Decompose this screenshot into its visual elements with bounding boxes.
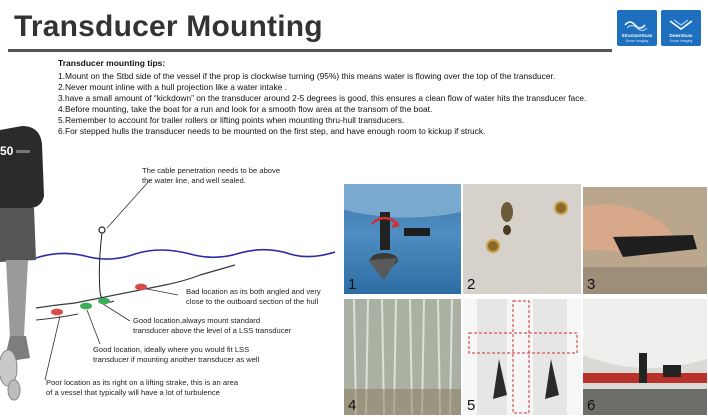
- photo-number: 1: [348, 276, 357, 293]
- note-good-mount: [133, 316, 291, 336]
- logo-title: StructureScan: [621, 33, 653, 38]
- good-location-marker: [98, 298, 110, 305]
- note-line: Bad location as its both angled and very: [186, 287, 321, 296]
- tip-item: 5.Remember to account for trailer rollers or lifting points when mounting thru-hull transducers.: [58, 115, 405, 125]
- photo-1-underwater-prop: [344, 184, 461, 294]
- sonar-wave-icon: [667, 17, 695, 31]
- outboard-motor: [0, 126, 44, 400]
- note-line: of a vessel that typically will have a lot of turbulence: [46, 388, 220, 397]
- tip-item: 6.For stepped hulls the transducer needs to be mounted on the first step, and have enough room to kickup if struck.: [58, 126, 486, 136]
- logo-title: DownScan: [669, 33, 693, 38]
- tip-item: 2.Never mount inline with a hull projection like a water intake .: [58, 82, 288, 92]
- photo-number: 6: [587, 397, 596, 414]
- note-line: the water line, and well sealed.: [142, 176, 246, 185]
- structurescan-logo: [617, 10, 657, 46]
- note-bad-location: [186, 287, 321, 307]
- note-good-lss: [93, 345, 259, 365]
- note-line: Good location,always mount standard: [133, 316, 261, 325]
- engine-number: 50: [0, 144, 14, 158]
- note-line: Poor location as its right on a lifting strake, this is an area: [46, 378, 239, 387]
- photo-2-hull-mounting-holes: [463, 184, 581, 294]
- good-lss-location-marker: [80, 303, 92, 310]
- downscan-logo: [661, 10, 701, 46]
- note-line: transducer above the level of a LSS transducer: [133, 326, 292, 335]
- slide-title: Transducer Mounting: [14, 10, 323, 43]
- tips-heading: Transducer mounting tips:: [58, 58, 166, 68]
- note-cable: [142, 166, 280, 186]
- title-underline: [8, 49, 612, 52]
- photo-5-stepped-hull-diagram: [463, 299, 581, 415]
- poor-location-marker: [51, 309, 63, 316]
- tip-item: 3.have a small amount of “kickdown” on the transducer around 2-5 degrees is good, this ensures a clean flow of water hits the transducer face.: [58, 93, 587, 103]
- bad-location-marker: [135, 284, 147, 291]
- transducer-cable: [99, 233, 114, 302]
- water-line: [36, 250, 335, 259]
- tip-item: 4.Before mounting, take the boat for a run and look for a smooth flow area at the transom of the boat.: [58, 104, 433, 114]
- photo-number: 5: [467, 397, 476, 414]
- sonar-wave-icon: [623, 17, 651, 31]
- note-line: transducer if mounting another transducer as well: [93, 355, 260, 364]
- photo-3-hand-on-transducer: [583, 187, 707, 294]
- photo-number: 4: [348, 397, 357, 414]
- photo-number: 2: [467, 276, 476, 293]
- note-line: close to the outboard section of the hull: [186, 297, 319, 306]
- photo-4-water-flow: [344, 299, 461, 415]
- logo-subtitle: Sonar Imaging: [625, 39, 649, 43]
- photo-6-trailer-mount: [583, 299, 707, 415]
- photo-number: 3: [587, 276, 596, 293]
- transducer-location-diagram: [0, 100, 340, 417]
- note-line: The cable penetration needs to be above: [142, 166, 281, 175]
- note-poor-location: [46, 378, 238, 398]
- tip-item: 1.Mount on the Stbd side of the vessel if the prop is clockwise turning (95%) this means water is flowing over the top of the transducer.: [58, 71, 556, 81]
- note-line: Good location, ideally where you would fit LSS: [93, 345, 250, 354]
- logo-subtitle: Sonar Imaging: [669, 39, 693, 43]
